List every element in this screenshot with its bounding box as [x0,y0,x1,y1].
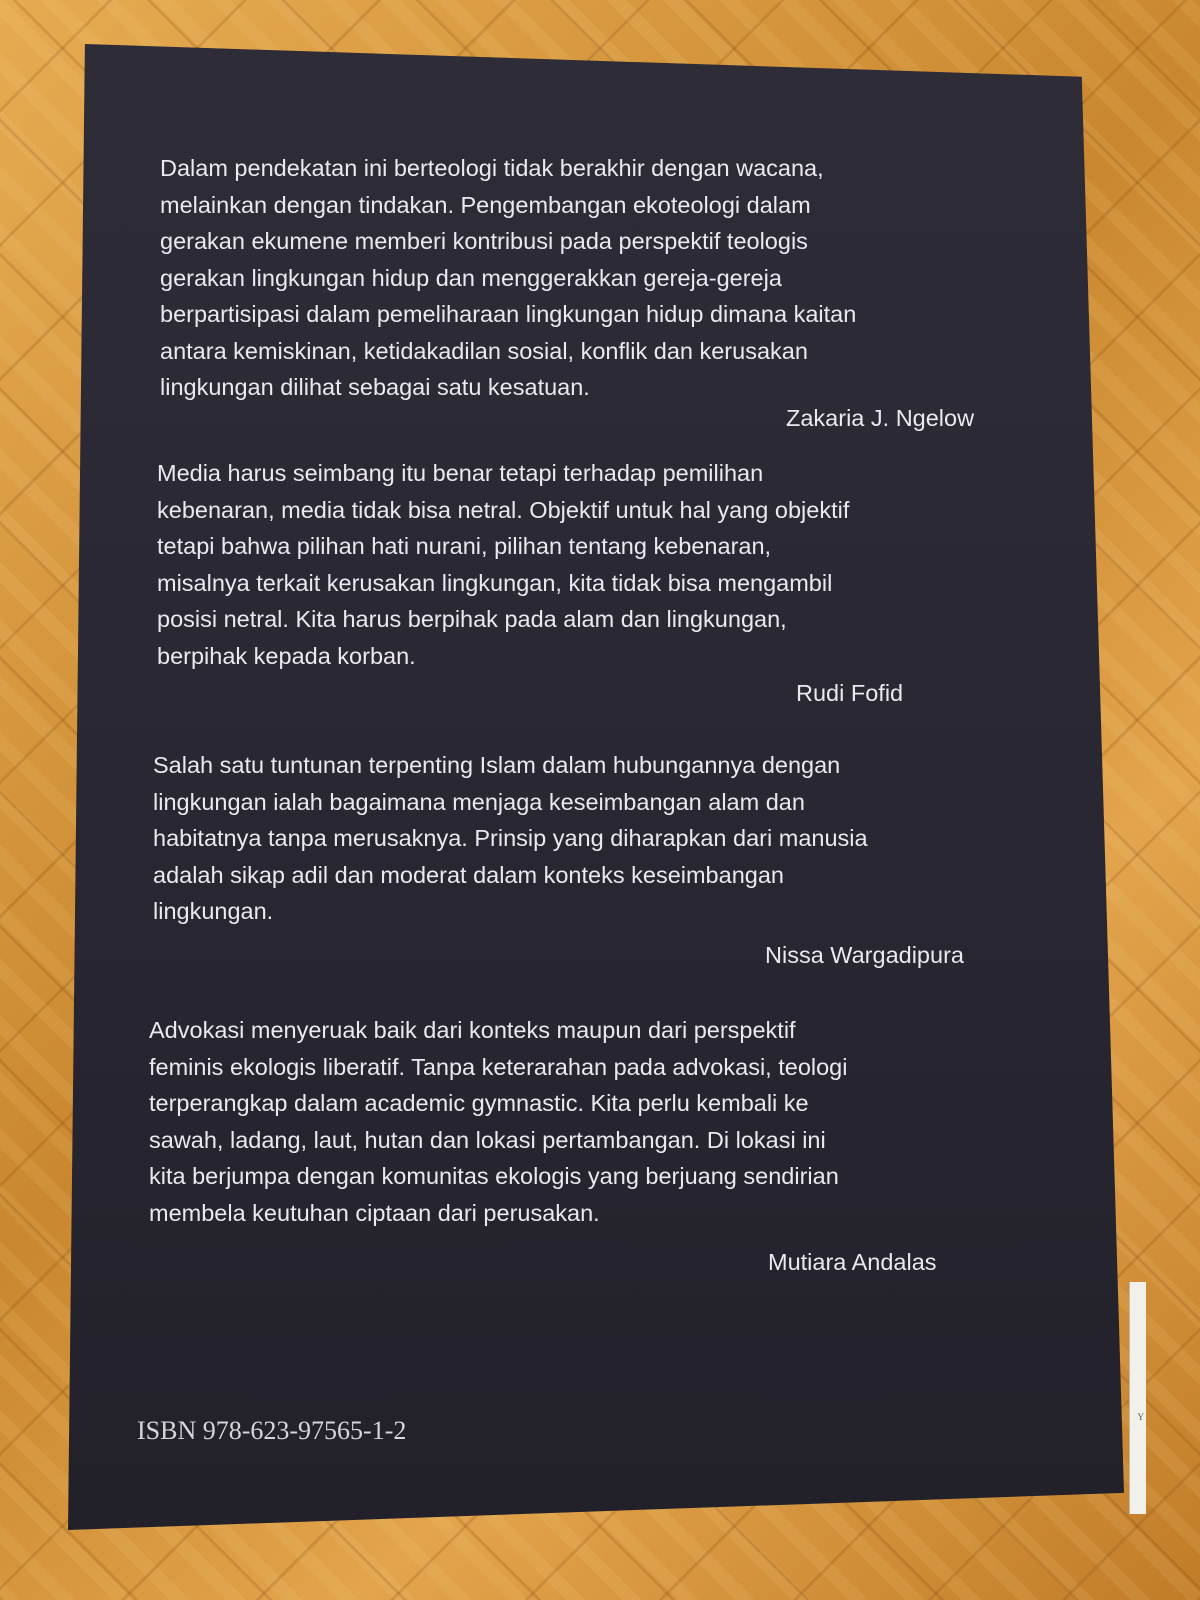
quote-line: lingkungan dilihat sebagai satu kesatuan. [160,374,590,400]
quote-line: membela keutuhan ciptaan dari perusakan. [149,1199,600,1226]
quote-line: misalnya terkait kerusakan lingkungan, kita tidak bisa mengambil [157,569,833,596]
quote-author: Nissa Wargadipura [765,942,964,968]
quote-line: feminis ekologis liberatif. Tanpa keterarahan pada advokasi, teologi [149,1053,848,1080]
quote-2 [157,455,849,674]
quote-line: terperangkap dalam academic gymnastic. Kita perlu kembali ke [149,1090,809,1116]
quote-line: lingkungan ialah bagaimana menjaga keseimbangan alam dan [153,788,805,815]
quote-author: Mutiara Andalas [768,1249,937,1275]
quote-3 [153,747,868,930]
quote-line: Salah satu tuntunan terpenting Islam dalam hubungannya dengan [153,752,841,778]
quote-line: gerakan lingkungan hidup dan menggerakkan gereja-gereja [160,264,782,291]
quote-line: melainkan dengan tindakan. Pengembangan ekoteologi dalam [160,191,811,218]
quote-line: posisi netral. Kita harus berpihak pada alam dan lingkungan, [157,606,787,632]
quote-line: tetapi bahwa pilihan hati nurani, pilihan tentang kebenaran, [157,533,772,559]
quote-line: lingkungan. [153,898,274,924]
quote-4 [149,1012,847,1231]
quote-line: gerakan ekumene memberi kontribusi pada perspektif teologis [160,228,808,254]
quote-line: berpihak kepada korban. [157,642,416,669]
quote-line: habitatnya tanpa merusaknya. Prinsip yang diharapkan dari manusia [153,825,868,851]
quote-line: sawah, ladang, laut, hutan dan lokasi pertambangan. Di lokasi ini [149,1126,826,1153]
quote-line: antara kemiskinan, ketidakadilan sosial, konflik dan kerusakan [160,337,808,364]
isbn-label: ISBN 978-623-97565-1-2 [137,1416,407,1445]
quote-line: berpartisipasi dalam pemeliharaan lingkungan hidup dimana kaitan [160,301,857,327]
quote-line: kebenaran, media tidak bisa netral. Objektif untuk hal yang objektif [157,496,850,523]
quote-1 [160,150,856,406]
quote-line: Advokasi menyeruak baik dari konteks maupun dari perspektif [149,1017,796,1043]
spine-letter: Y [1137,1412,1144,1422]
quote-author: Zakaria J. Ngelow [786,405,975,431]
quote-line: Dalam pendekatan ini berteologi tidak berakhir dengan wacana, [160,155,824,181]
quote-author: Rudi Fofid [796,680,904,706]
quote-line: kita berjumpa dengan komunitas ekologis yang berjuang sendirian [149,1163,839,1189]
quote-line: adalah sikap adil dan moderat dalam konteks keseimbangan [153,861,784,888]
quote-line: Media harus seimbang itu benar tetapi terhadap pemilihan [157,460,764,486]
